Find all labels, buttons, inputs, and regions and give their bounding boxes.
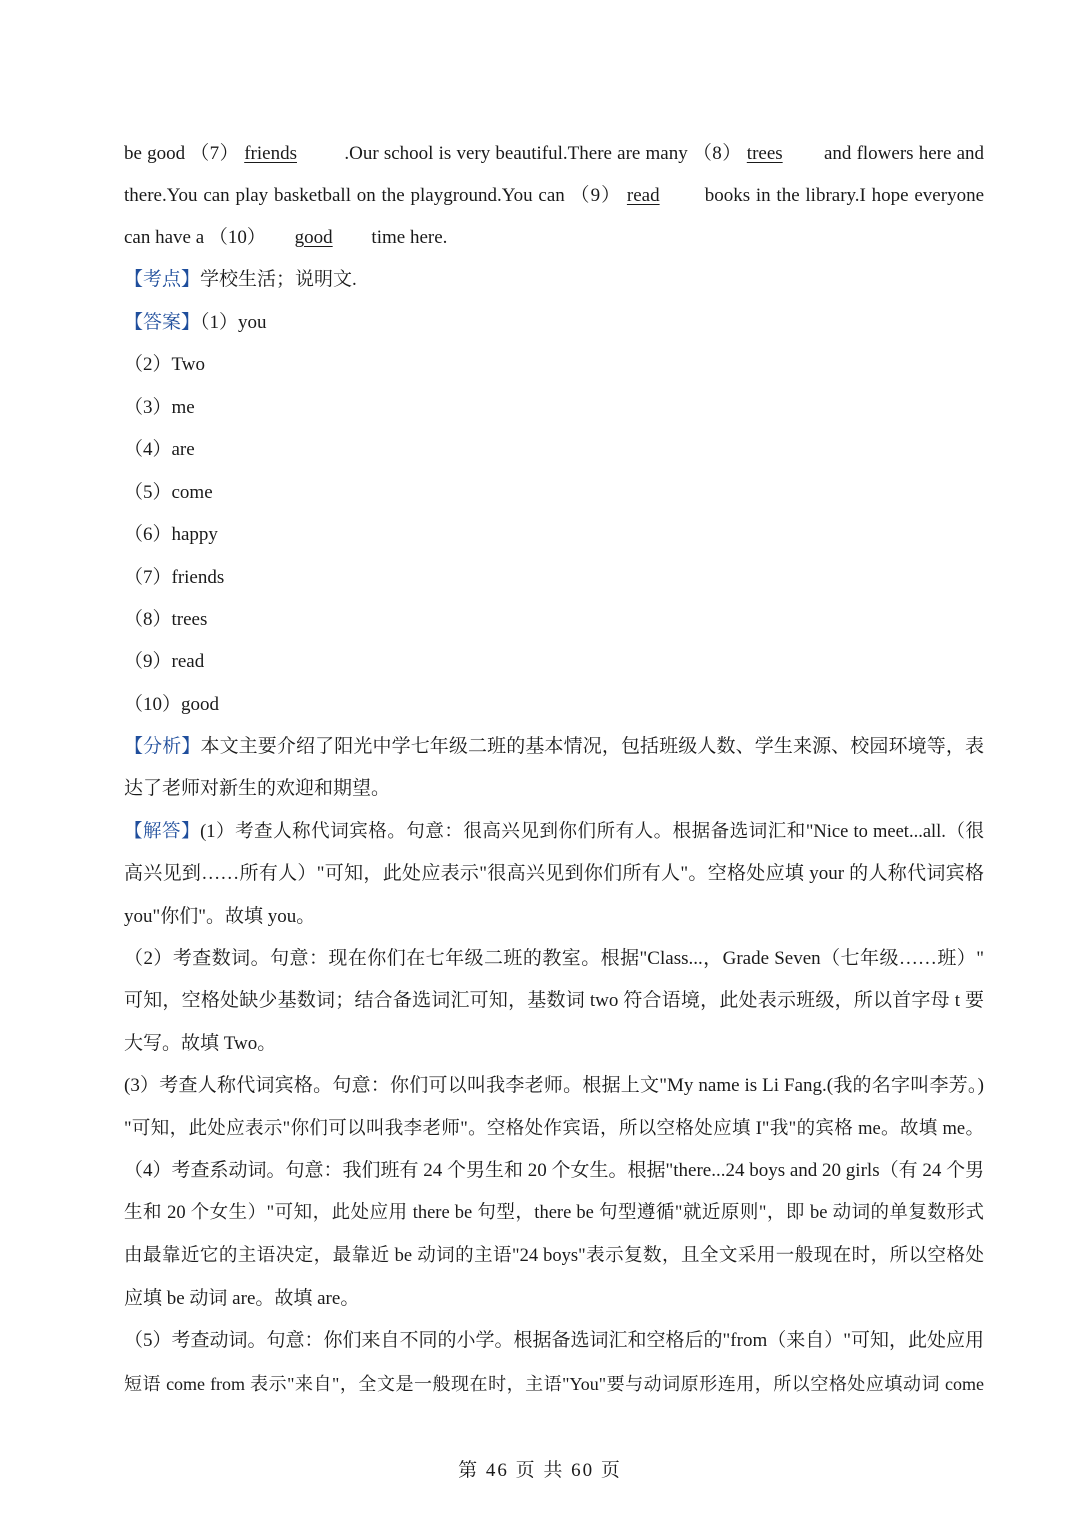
answer-blank-7: friends (244, 143, 297, 164)
jieda-section (124, 819, 984, 845)
answer-blank-8: trees (746, 143, 783, 164)
jieda-line: 短语 come from 表示"来自"，全文是一般现在时，主语"You"要与动词原形连用，所以空格处应填动词 come (124, 1374, 984, 1394)
fenxi-text: 达了老师对新生的欢迎和期望。 (124, 778, 391, 799)
fenxi-text: 本文主要介绍了阳光中学七年级二班的基本情况，包括班级人数、学生来源、校园环境等，表 (200, 736, 984, 757)
answer-item: （2）Two (124, 354, 206, 375)
passage-line-1 (124, 141, 984, 167)
answer-item: （9）read (124, 651, 205, 672)
jieda-line: (1）考查人称代词宾格。句意：很高兴见到你们所有人。根据备选词汇和"Nice to meet...all.（很 (200, 822, 984, 842)
kaodian-section (124, 267, 984, 293)
answer-item: （10）good (124, 694, 220, 715)
answer-item: （4）are (124, 439, 195, 460)
jieda-line: "可知，此处应表示"你们可以叫我李老师"。空格处作宾语，所以空格处应填 I"我"的宾格 me。故填 me。 (124, 1119, 984, 1139)
jieda-line: 生和 20 个女生）"可知，此处应用 there be 句型，there be 句型遵循"就近原则"，即 be 动词的单复数形式 (124, 1203, 984, 1223)
jieda-line: （4）考查系动词。句意：我们班有 24 个男生和 20 个女生。根据"there...24 boys and 20 girls（有 24 个男 (124, 1160, 985, 1181)
jieda-line: （5）考查动词。句意：你们来自不同的小学。根据备选词汇和空格后的"from（来自）"可知，此处应用 (124, 1330, 984, 1351)
page-footer: 第 46 页 共 60 页 (458, 1460, 622, 1481)
answer-item: （8）trees (124, 609, 208, 630)
passage-line-2 (124, 183, 984, 209)
passage-line-3 (124, 225, 984, 251)
jieda-line: （2）考查数词。句意：现在你们在七年级二班的教室。根据"Class...，Grade Seven（七年级……班）" (124, 948, 984, 969)
answer-blank-10: good (294, 227, 333, 248)
passage-text: there.You can play basketball on the playground.You can （9） (124, 185, 622, 206)
jieda-line: 应填 be 动词 are。故填 are。 (124, 1288, 360, 1309)
answer-item: （3）me (124, 397, 195, 418)
answer-item: （7）friends (124, 567, 225, 588)
fenxi-tag: 【分析】 (124, 736, 201, 757)
kaodian-text: 学校生活；说明文. (200, 269, 357, 290)
kaodian-tag: 【考点】 (124, 269, 201, 290)
daan-section (124, 310, 984, 336)
jieda-line: (3）考查人称代词宾格。句意：你们可以叫我李老师。根据上文"My name is Li Fang.(我的名字叫李芳。) (124, 1075, 984, 1096)
answer-item: （1）you (200, 312, 267, 333)
answer-blank-9: read (626, 185, 660, 206)
passage-text: can have a （10） (124, 227, 266, 248)
jieda-line: 由最靠近它的主语决定，最靠近 be 动词的主语"24 boys"表示复数，且全文采用一般现在时，所以空格处 (124, 1246, 984, 1266)
fenxi-section (124, 734, 984, 760)
passage-text: books in the library.I hope everyone (704, 185, 985, 206)
passage-text: .Our school is very beautiful.There are many （8） (344, 143, 742, 164)
answer-item: （6）happy (124, 524, 218, 545)
passage-text: time here. (371, 227, 448, 248)
daan-tag: 【答案】 (124, 312, 201, 333)
passage-text: be good （7） (124, 143, 240, 164)
jieda-line: you"你们"。故填 you。 (124, 906, 316, 927)
jieda-tag: 【解答】 (124, 822, 201, 842)
jieda-line: 高兴见到……所有人）"可知，此处应表示"很高兴见到你们所有人"。空格处应填 your 的人称代词宾格 (124, 863, 984, 884)
passage-text: and flowers here and (823, 143, 985, 164)
jieda-line: 可知，空格处缺少基数词；结合备选词汇可知，基数词 two 符合语境，此处表示班级，所以首字母 t 要 (124, 990, 984, 1011)
answer-item: （5）come (124, 482, 213, 503)
jieda-line: 大写。故填 Two。 (124, 1033, 277, 1054)
